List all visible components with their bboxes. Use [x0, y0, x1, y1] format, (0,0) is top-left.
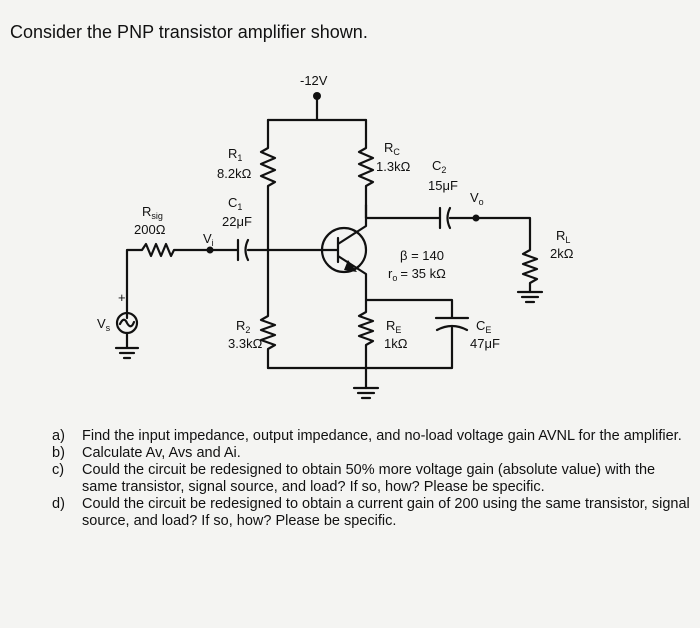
r1-resistor	[261, 120, 275, 250]
r1-value: 8.2kΩ	[217, 166, 252, 181]
r2-value: 3.3kΩ	[228, 336, 263, 351]
emitter-network	[359, 300, 468, 368]
re-value: 1kΩ	[384, 336, 408, 351]
rl-value: 2kΩ	[550, 246, 574, 261]
question-c: c) Could the circuit be redesigned to obtain 50% more voltage gain (absolute value) with the same transistor, signal source, and load? If so, how? Please be specific.	[52, 462, 656, 495]
r2-resistor	[261, 250, 275, 368]
vo-label: $V_o$	[470, 190, 484, 207]
pnp-transistor	[268, 205, 366, 300]
ro-label: $r_o = 35$ kΩ	[388, 266, 446, 283]
rl-resistor	[476, 218, 537, 292]
rc-label: $R_C$	[384, 140, 400, 157]
c1-value: 22μF	[222, 214, 252, 229]
re-label: $R_E$	[386, 318, 402, 335]
ground-rail	[268, 368, 366, 388]
rc-resistor	[359, 120, 373, 205]
question-list	[52, 428, 692, 530]
vs-label: $V_s$	[97, 316, 111, 333]
supply-label: -12V	[300, 73, 328, 88]
rsig-value: 200Ω	[134, 222, 166, 237]
collector-wire	[366, 205, 475, 218]
beta-label: β = 140	[400, 248, 444, 263]
supply-rail	[268, 96, 366, 120]
problem-title: Consider the PNP transistor amplifier shown.	[10, 22, 368, 42]
question-a: a) Find the input impedance, output impedance, and no-load voltage gain AVNL for the amplifier.	[52, 428, 682, 444]
rsig-label: $R_{sig}$	[142, 204, 163, 221]
ce-value: 47μF	[470, 336, 500, 351]
c2-label: $C_2$	[432, 158, 447, 175]
c1-label: $C_1$	[228, 195, 243, 212]
vi-label: $V_i$	[203, 231, 214, 248]
main-ground	[354, 388, 378, 398]
rl-label: $R_L$	[556, 228, 571, 245]
r1-label: $R_1$	[228, 146, 243, 163]
vs-plus: +	[118, 290, 126, 305]
vs-ground	[116, 333, 138, 358]
r2-label: $R_2$	[236, 318, 251, 335]
ce-label: $C_E$	[476, 318, 492, 335]
question-b: b) Calculate Av, Avs and Ai.	[52, 445, 241, 461]
c2-value: 15μF	[428, 178, 458, 193]
rl-ground	[518, 292, 542, 302]
ac-wave-icon	[120, 320, 134, 327]
rc-value: 1.3kΩ	[376, 159, 411, 174]
question-d: d) Could the circuit be redesigned to obtain a current gain of 200 using the same transistor, signal source, and load? If so, how? Please be specific.	[52, 496, 690, 529]
